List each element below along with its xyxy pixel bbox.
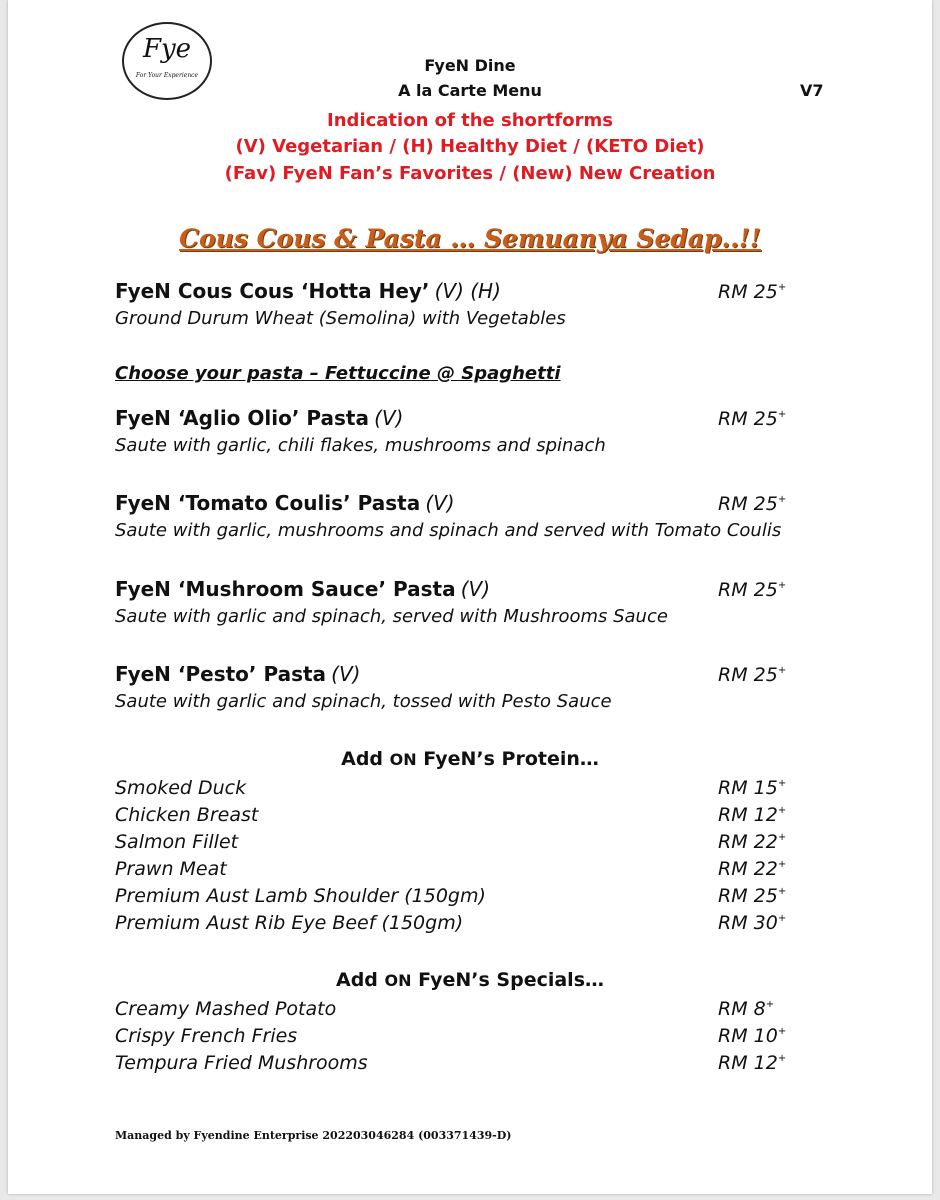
protein-item-price: RM 22+ — [718, 858, 787, 880]
item-price: RM 25+ — [718, 408, 787, 430]
footer-note: Managed by Fyendine Enterprise 202203046284 (003371439-D) — [115, 1129, 512, 1142]
special-item-price: RM 12+ — [718, 1052, 787, 1074]
protein-item-name: Smoked Duck — [115, 777, 247, 799]
pasta-item — [115, 577, 490, 601]
special-item-name: Creamy Mashed Potato — [115, 998, 337, 1020]
item-price: RM 25+ — [718, 281, 787, 303]
item-description: Saute with garlic and spinach, tossed with Pesto Sauce — [115, 691, 612, 712]
protein-item-price: RM 30+ — [718, 912, 787, 934]
logo-mark: Fye — [142, 34, 192, 64]
special-item-name: Tempura Fried Mushrooms — [115, 1052, 368, 1074]
item-price: RM 25+ — [718, 579, 787, 601]
couscous-item — [115, 279, 501, 303]
specials-heading: Add ON FyeN’s Specials… — [336, 969, 604, 991]
protein-item-price: RM 12+ — [718, 804, 787, 826]
item-tags: (V) — [331, 662, 361, 686]
item-price: RM 25+ — [718, 493, 787, 515]
item-name: FyeN Cous Cous ‘Hotta Hey’ — [115, 279, 430, 303]
protein-item-name: Salmon Fillet — [115, 831, 239, 853]
section-title: Cous Cous & Pasta … Semuanya Sedap..!! — [179, 224, 761, 253]
protein-heading: Add ON FyeN’s Protein… — [341, 748, 599, 770]
item-tags: (V) — [425, 491, 455, 515]
item-price: RM 25+ — [718, 664, 787, 686]
protein-item-price: RM 25+ — [718, 885, 787, 907]
item-tags: (V) (H) — [434, 279, 501, 303]
special-item-price: RM 8+ — [718, 998, 775, 1020]
protein-item-price: RM 15+ — [718, 777, 787, 799]
item-description: Ground Durum Wheat (Semolina) with Vegetables — [115, 308, 566, 329]
legend-title: Indication of the shortforms — [327, 110, 613, 131]
menu-type: A la Carte Menu — [398, 81, 542, 100]
item-tags: (V) — [460, 577, 490, 601]
menu-version: V7 — [800, 81, 824, 100]
pasta-choice-note: Choose your pasta – Fettuccine @ Spaghetti — [115, 363, 561, 384]
item-tags: (V) — [374, 406, 404, 430]
item-description: Saute with garlic, mushrooms and spinach and served with Tomato Coulis — [115, 520, 782, 541]
logo-tagline: For Your Experience — [135, 72, 199, 79]
legend-line-1: (V) Vegetarian / (H) Healthy Diet / (KETO Diet) — [235, 136, 705, 157]
item-name: FyeN ‘Mushroom Sauce’ Pasta — [115, 577, 456, 601]
pasta-item — [115, 662, 360, 686]
protein-item-name: Premium Aust Lamb Shoulder (150gm) — [115, 885, 486, 907]
protein-item-name: Chicken Breast — [115, 804, 259, 826]
protein-item-name: Premium Aust Rib Eye Beef (150gm) — [115, 912, 464, 934]
pasta-item — [115, 406, 403, 430]
special-item-name: Crispy French Fries — [115, 1025, 298, 1047]
legend-line-2: (Fav) FyeN Fan’s Favorites / (New) New Creation — [224, 163, 716, 184]
item-description: Saute with garlic and spinach, served with Mushrooms Sauce — [115, 606, 668, 627]
item-name: FyeN ‘Tomato Coulis’ Pasta — [115, 491, 421, 515]
protein-item-name: Prawn Meat — [115, 858, 227, 880]
menu-page — [8, 0, 932, 1194]
item-description: Saute with garlic, chili flakes, mushrooms and spinach — [115, 435, 606, 456]
special-item-price: RM 10+ — [718, 1025, 787, 1047]
pasta-item — [115, 491, 455, 515]
protein-item-price: RM 22+ — [718, 831, 787, 853]
restaurant-name: FyeN Dine — [424, 56, 516, 75]
item-name: FyeN ‘Aglio Olio’ Pasta — [115, 406, 369, 430]
item-name: FyeN ‘Pesto’ Pasta — [115, 662, 327, 686]
